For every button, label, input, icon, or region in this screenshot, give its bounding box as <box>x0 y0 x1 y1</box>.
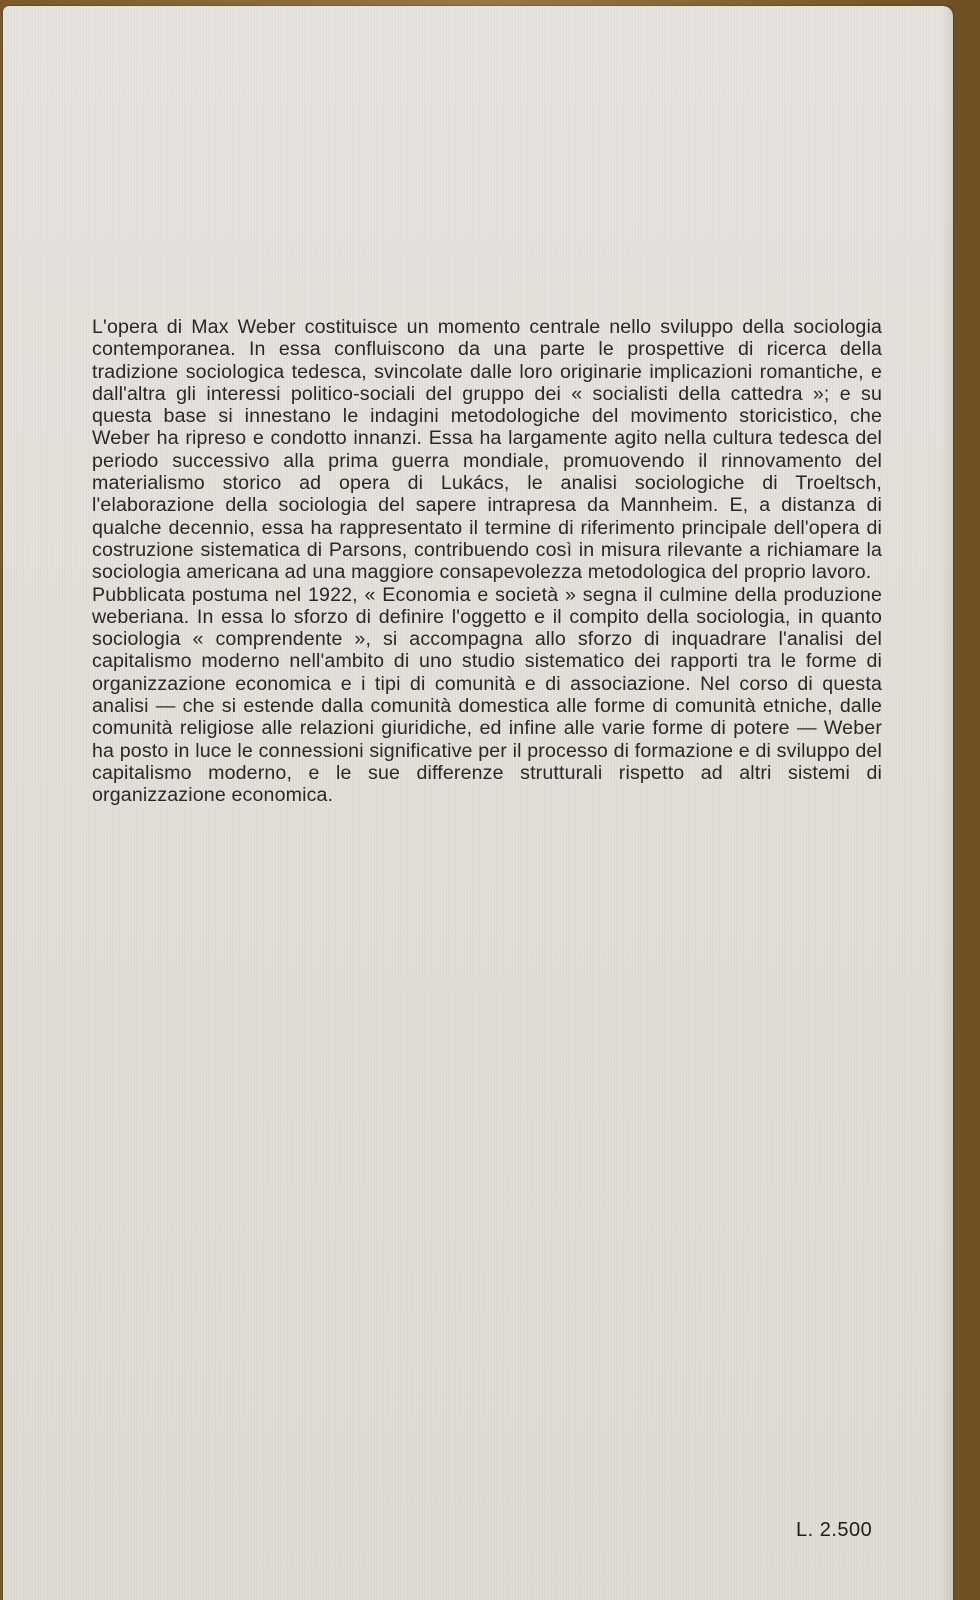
cover-edge-shadow <box>941 6 953 1600</box>
blurb-paragraph-1: L'opera di Max Weber costituisce un momento centrale nello sviluppo della sociologia contemporanea. In essa confluiscono da una parte le prospettive di ricerca della tradizione sociologica tedesca, svincolate dalle loro originarie implicazioni romantiche, e dall'altra gli interessi politico-sociali del gruppo dei « socialisti della cattedra »; e su questa base si innestano le indagini metodologiche del movimento storicistico, che Weber ha ripreso e condotto innanzi. Essa ha largamente agito nella cultura tedesca del periodo successivo alla prima guerra mondiale, promuovendo il rinnovamento del materialismo storico ad opera di Lukács, le analisi sociologiche di Troeltsch, l'elaborazione della sociologia del sapere intrapresa da Mannheim. E, a distanza di qualche decennio, essa ha rappresentato il termine di riferimento principale dell'opera di costruzione sistematica di Parsons, contribuendo così in misura rilevante a richiamare la sociologia americana ad una maggiore consapevolezza metodologica del proprio lavoro. <box>92 316 882 584</box>
blurb-paragraph-2: Pubblicata postuma nel 1922, « Economia e società » segna il culmine della produzione weberiana. In essa lo sforzo di definire l'oggetto e il compito della sociologia, in quanto sociologia « comprendente », si accompagna allo sforzo di inquadrare l'analisi del capitalismo moderno nell'ambito di uno studio sistematico dei rapporti tra le forme di organizzazione economica e i tipi di comunità e di associazione. Nel corso di questa analisi — che si estende dalla comunità domestica alle forme di comunità etniche, dalle comunità religiose alle relazioni giuridiche, ed infine alle varie forme di potere — Weber ha posto in luce le connessioni significative per il processo di formazione e di sviluppo del capitalismo moderno, e le sue differenze strutturali rispetto ad altri sistemi di organizzazione economica. <box>92 583 882 807</box>
price-label: L. 2.500 <box>796 1519 873 1541</box>
cover-blurb <box>92 316 882 807</box>
